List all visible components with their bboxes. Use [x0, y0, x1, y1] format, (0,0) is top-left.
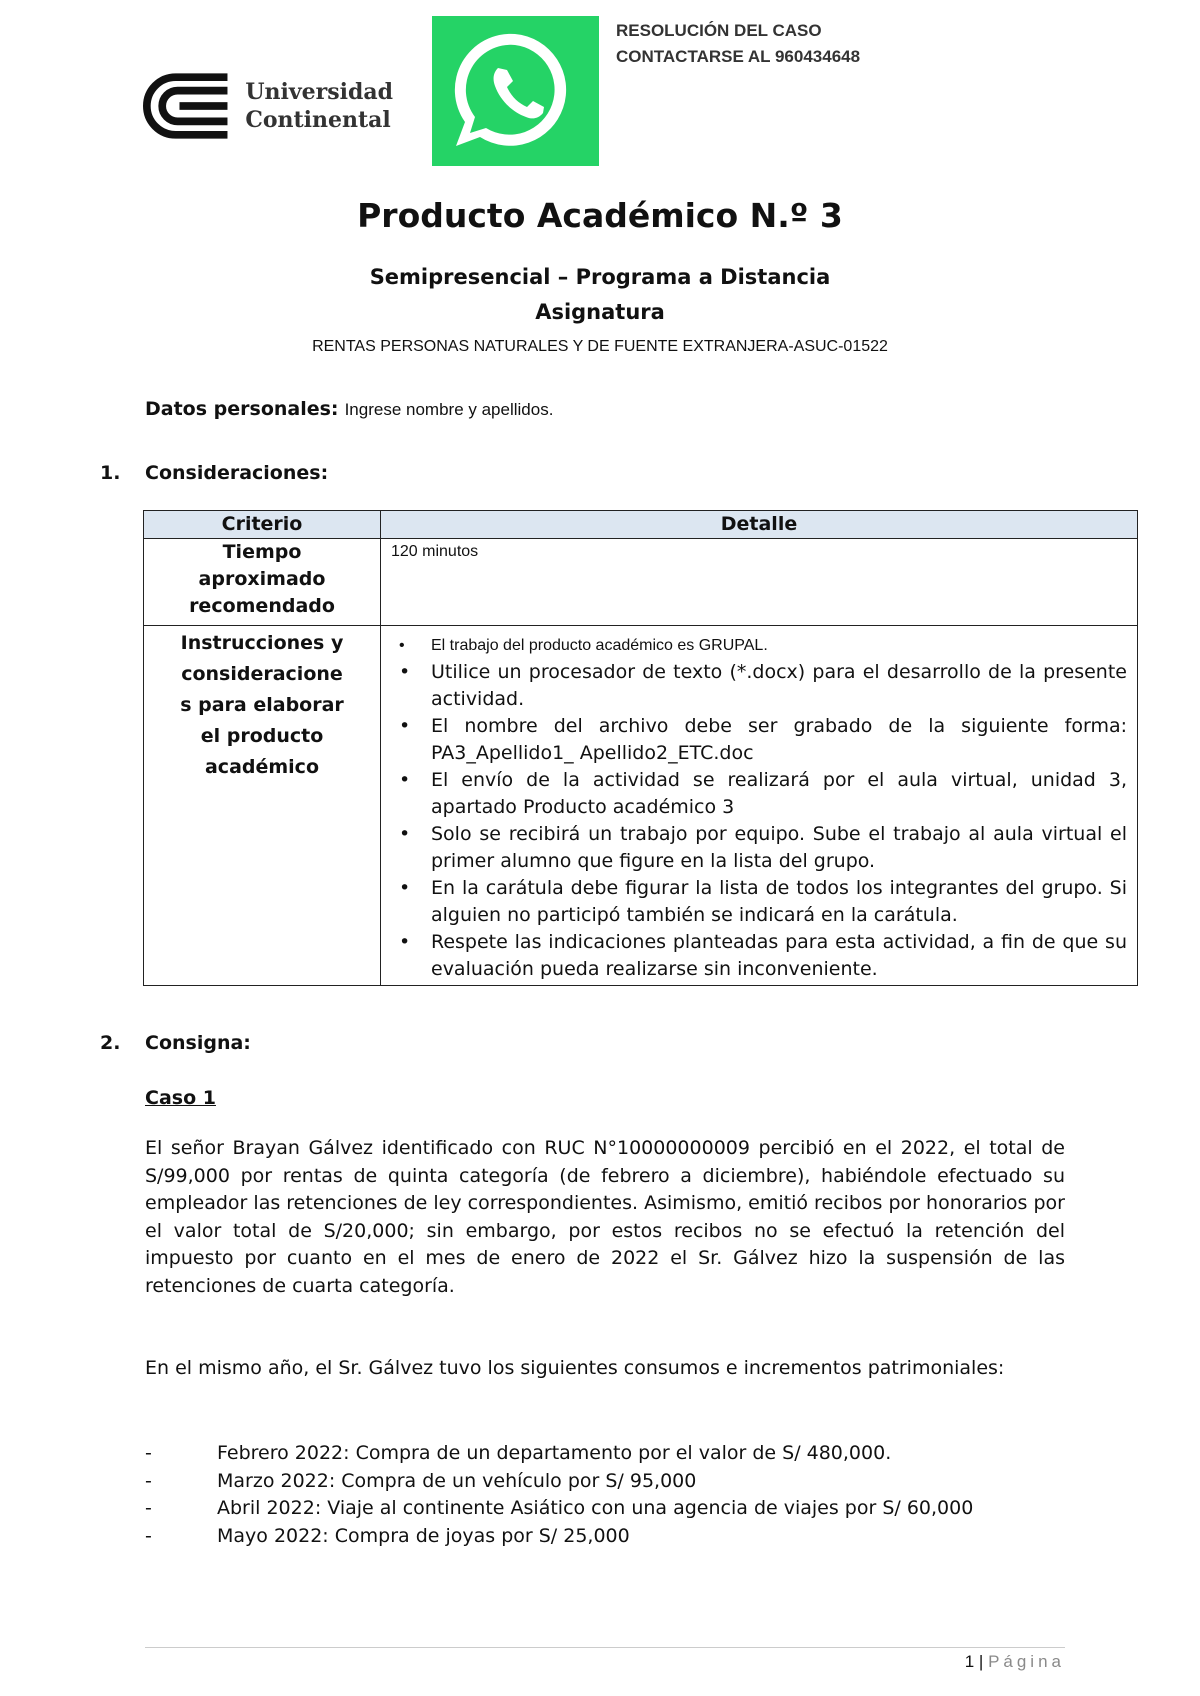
list-item: • En la carátula debe figurar la lista de todos los integrantes del grupo. Si alguien no participó también se indicará en la carátula.: [431, 875, 1127, 929]
contact-info: [616, 18, 860, 70]
list-dash: -: [145, 1497, 152, 1519]
detalle-cell: [381, 626, 1138, 986]
list-item: [145, 1495, 1065, 1523]
list-item: • El trabajo del producto académico es GRUPAL.: [431, 632, 1127, 659]
personal-data-label: Datos personales:: [145, 398, 339, 420]
criterio-line: consideracione: [181, 663, 343, 685]
list-item: [145, 1468, 1065, 1496]
subtitle: Semipresencial – Programa a Distancia: [369, 265, 831, 289]
footer-separator: |: [978, 1652, 984, 1671]
list-item: [145, 1440, 1065, 1468]
table-header-criterio: Criterio: [144, 511, 381, 539]
section-1-heading: [100, 462, 329, 484]
course-name: RENTAS PERSONAS NATURALES Y DE FUENTE EXTRANJERA-ASUC-01522: [312, 338, 888, 355]
list-item: • Utilice un procesador de texto (*.docx) para el desarrollo de la presente actividad.: [431, 659, 1127, 713]
table-header-detalle: Detalle: [381, 511, 1138, 539]
section-2-number: 2.: [100, 1032, 121, 1054]
page-label: Página: [988, 1652, 1065, 1671]
list-item: [145, 1523, 1065, 1551]
list-item: • Solo se recibirá un trabajo por equipo. Sube el trabajo al aula virtual el primer alumno que figure en la lista del grupo.: [431, 821, 1127, 875]
instructions-list: [391, 632, 1127, 983]
section-2-heading: [100, 1032, 251, 1054]
criterio-cell: [144, 626, 381, 986]
table-row: [144, 626, 1138, 986]
footer-divider: [145, 1647, 1065, 1648]
section-1-number: 1.: [100, 462, 121, 484]
document-title: Producto Académico N.º 3: [357, 196, 843, 235]
section-1-title: Consideraciones:: [145, 462, 329, 484]
list-item: • El envío de la actividad se realizará por el aula virtual, unidad 3, apartado Producto académico 3: [431, 767, 1127, 821]
criterio-line: s para elaborar: [180, 694, 344, 716]
considerations-table: [143, 510, 1138, 986]
list-item: • Respete las indicaciones planteadas para esta actividad, a fin de que su evaluación pueda realizarse sin inconveniente.: [431, 929, 1127, 983]
page-number: 1: [964, 1652, 975, 1671]
consumption-list: [145, 1440, 1065, 1550]
logo-text-line1: Universidad: [245, 79, 393, 105]
list-item-text: Febrero 2022: Compra de un departamento por el valor de S/ 480,000.: [217, 1442, 892, 1464]
case-paragraph-2: En el mismo año, el Sr. Gálvez tuvo los siguientes consumos e incrementos patrimoniales:: [145, 1357, 1005, 1379]
table-header-row: [144, 511, 1138, 539]
asignatura-label: Asignatura: [535, 300, 665, 324]
personal-data: [145, 398, 553, 420]
criterio-line: Instrucciones y: [180, 632, 344, 654]
list-item: • El nombre del archivo debe ser grabado de la siguiente forma: PA3_Apellido1_ Apellido2_ETC.doc: [431, 713, 1127, 767]
university-logo: [143, 70, 393, 142]
criterio-line: el producto: [200, 725, 324, 747]
detalle-cell: 120 minutos: [381, 539, 1138, 626]
table-row: [144, 539, 1138, 626]
list-item-text: Marzo 2022: Compra de un vehículo por S/ 95,000: [217, 1469, 697, 1492]
criterio-line: académico: [204, 756, 320, 778]
contact-line2: CONTACTARSE AL 960434648: [616, 47, 861, 66]
continental-logo-icon: [143, 72, 231, 140]
list-dash: -: [145, 1442, 152, 1464]
page-footer: [940, 1652, 1065, 1672]
list-item-text: Mayo 2022: Compra de joyas por S/ 25,000: [217, 1524, 630, 1547]
list-dash: -: [145, 1524, 152, 1547]
personal-data-value: Ingrese nombre y apellidos.: [344, 400, 554, 419]
case-paragraph-1: El señor Brayan Gálvez identificado con RUC N°10000000009 percibió en el 2022, el total de S/99,000 por rentas de quinta categoría (de febrero a diciembre), habiéndole efectuado su empleador las retenciones de ley correspondientes. Asimismo, emitió recibos por honorarios por el valor total de S/20,000; sin embargo, por estos recibos no se efectuó la retención del impuesto por cuanto en el mes de enero de 2022 el Sr. Gálvez hizo la suspensión de las retenciones de cuarta categoría.: [145, 1137, 1065, 1297]
list-dash: -: [145, 1469, 152, 1492]
contact-line1: RESOLUCIÓN DEL CASO: [616, 21, 822, 40]
list-item-text: Abril 2022: Viaje al continente Asiático con una agencia de viajes por S/ 60,000: [217, 1497, 974, 1519]
criterio-cell: Tiempo aproximado recomendado: [144, 539, 381, 626]
section-2-title: Consigna:: [145, 1032, 251, 1054]
whatsapp-icon: [432, 16, 599, 166]
logo-text-line2: Continental: [245, 107, 391, 133]
case-title: Caso 1: [145, 1087, 216, 1109]
